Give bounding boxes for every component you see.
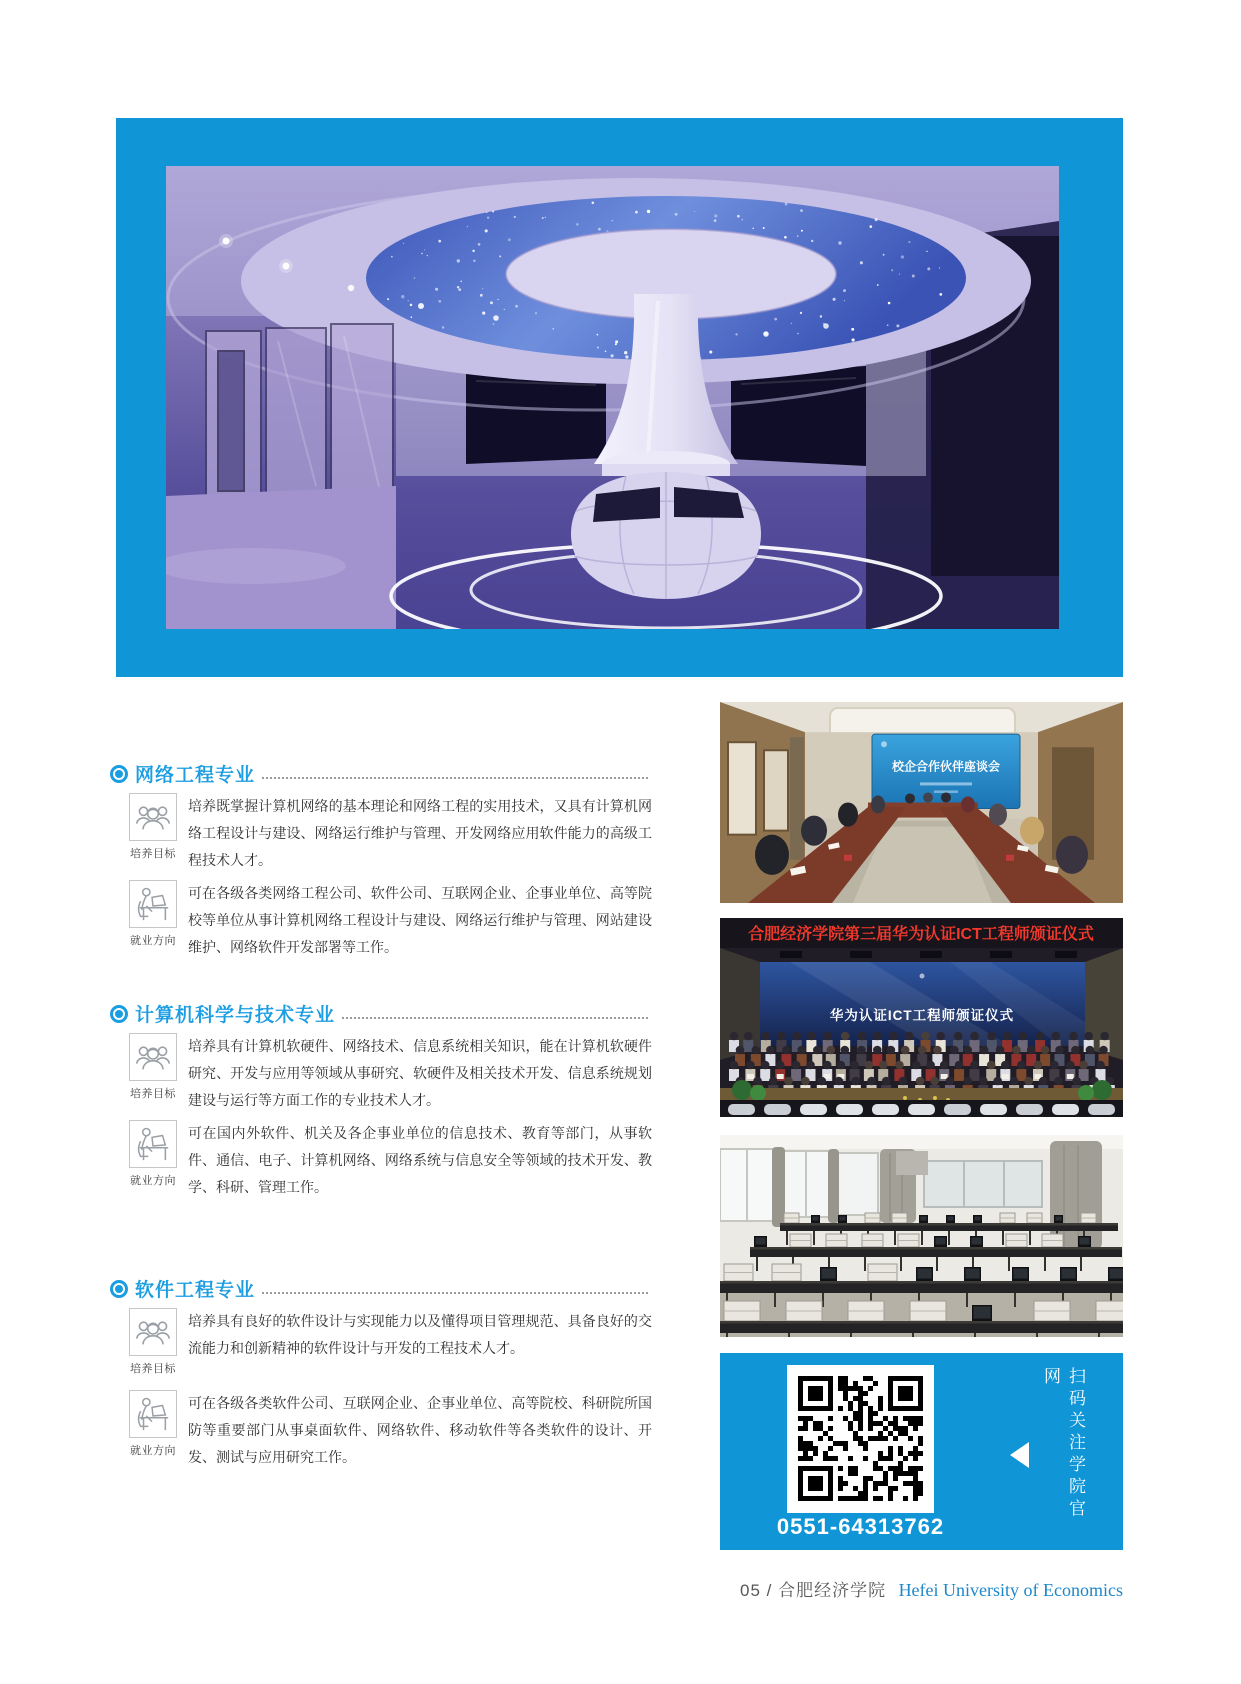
se-employment-block — [128, 1390, 652, 1471]
training-goal-icon — [129, 1033, 177, 1081]
training-goal-label: 培养目标 — [130, 848, 176, 860]
training-goal-icon — [129, 1308, 177, 1356]
employment-text: 可在国内外软件、机关及各企事业单位的信息技术、教育等部门，从事软件、通信、电子、计算机网络、网络系统与信息安全等领域的技术开发、教学、科研、管理工作。 — [188, 1125, 652, 1195]
photo-meeting-room — [720, 702, 1123, 903]
training-goal-text: 培养具有良好的软件设计与实现能力以及懂得项目管理规范、具备良好的交流能力和创新精神的软件设计与开发的工程技术人才。 — [188, 1313, 652, 1356]
front-row-chairs — [728, 1104, 1115, 1115]
training-goal-text: 培养具有计算机软硬件、网络技术、信息系统相关知识，能在计算机软硬件研究、开发与应用等领域从事研究、软硬件及相关技术开发、信息系统规划建设与运行等方面工作的专业技术人才。 — [188, 1038, 652, 1108]
follow-official-site-label: 扫码关注学院官网 — [1041, 1367, 1085, 1521]
led-banner-text: 合肥经济学院第三届华为认证ICT工程师颁证仪式 — [748, 926, 1094, 943]
section-bullet-icon — [110, 1280, 128, 1298]
training-goal-label: 培养目标 — [130, 1088, 176, 1100]
employment-icon — [129, 1390, 177, 1438]
qr-follow-panel — [720, 1353, 1123, 1550]
employment-text: 可在各级各类软件公司、互联网企业、企事业单位、高等院校、科研院所国防等重要部门从事桌面软件、网络软件、移动软件等各类软件的设计、开发、测试与应用研究工作。 — [188, 1395, 652, 1465]
exhibition-hall-image — [166, 166, 1059, 629]
employment-icon — [129, 1120, 177, 1168]
qr-code — [787, 1365, 934, 1513]
training-goal-icon — [129, 793, 177, 841]
section-header-se — [110, 1275, 648, 1302]
section-bullet-icon — [110, 765, 128, 783]
training-goal-text: 培养既掌握计算机网络的基本理论和网络工程的实用技术，又具有计算机网络工程设计与建设、网络运行维护与管理、开发网络应用软件能力的高级工程技术人才。 — [188, 798, 652, 868]
network-training-goal-block — [128, 793, 652, 874]
photo-computer-classroom — [720, 1135, 1123, 1337]
section-leader-line — [262, 1292, 648, 1294]
employment-label: 就业方向 — [130, 935, 176, 947]
section-leader-line — [342, 1017, 648, 1019]
school-name-en: Hefei University of Economics — [898, 1580, 1123, 1600]
glass-partitions — [206, 324, 393, 502]
meeting-screen-title: 校企合作伙伴座谈会 — [892, 759, 1000, 774]
section-title-cs: 计算机科学与技术专业 — [135, 1005, 336, 1026]
section-bullet-icon — [110, 1005, 128, 1023]
employment-text: 可在各级各类网络工程公司、软件公司、互联网企业、企事业单位、高等院校等单位从事计算机网络工程设计与建设、网络运行维护与管理、网站建设维护、网络软件开发部署等工作。 — [188, 885, 652, 955]
phone-number: 0551-64313762 — [776, 1514, 945, 1539]
page-number-label: 05 / 合肥经济学院 — [740, 1581, 887, 1600]
photo-certification-ceremony — [720, 918, 1123, 1117]
hero-blue-frame — [116, 118, 1123, 677]
section-title-network: 网络工程专业 — [135, 765, 256, 786]
hero-photo-exhibition-hall — [166, 166, 1059, 629]
section-header-cs — [110, 1000, 648, 1027]
section-title-se: 软件工程专业 — [135, 1280, 256, 1301]
cs-employment-block — [128, 1120, 652, 1201]
network-employment-block — [128, 880, 652, 961]
section-header-network — [110, 760, 648, 787]
arrow-left-icon — [1010, 1442, 1029, 1468]
section-leader-line — [262, 777, 648, 779]
employment-label: 就业方向 — [130, 1445, 176, 1457]
se-training-goal-block — [128, 1308, 652, 1376]
training-goal-label: 培养目标 — [130, 1363, 176, 1375]
ceremony-screen-title: 华为认证ICT工程师颁证仪式 — [829, 1008, 1015, 1023]
cs-training-goal-block — [128, 1033, 652, 1114]
employment-label: 就业方向 — [130, 1175, 176, 1187]
page-footer — [740, 1576, 1123, 1601]
employment-icon — [129, 880, 177, 928]
